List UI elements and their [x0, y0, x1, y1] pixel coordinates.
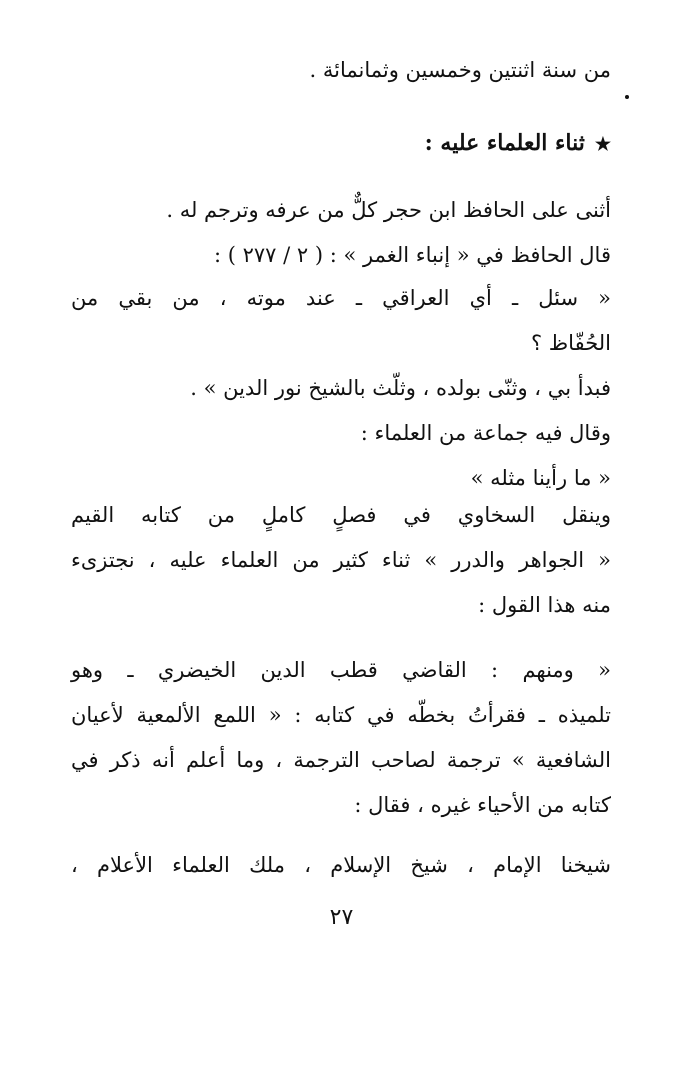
- section-heading: [71, 128, 611, 160]
- text-line-1: من سنة اثنتين وخمسين وثمانمائة .: [309, 58, 611, 82]
- text-line-6: الحُفّاظ ؟: [530, 331, 611, 355]
- star-icon: ★: [594, 134, 611, 155]
- section-heading-text: ثناء العلماء عليه :: [424, 130, 585, 156]
- text-line-13: « ومنهم : القاضي قطب الدين الخيضري ـ وهو: [71, 658, 611, 682]
- text-line-12: منه هذا القول :: [478, 593, 611, 617]
- text-line-4: قال الحافظ في « إنباء الغمر » : ( ٢ / ٢٧٧ ) :: [213, 243, 611, 267]
- stray-dot: [625, 95, 629, 99]
- text-line-5: « سئل ـ أي العراقي ـ عند موته ، من بقي من: [71, 286, 611, 310]
- text-line-7: فبدأ بي ، وثنّى بولده ، وثلّث بالشيخ نور الدين » .: [190, 376, 611, 400]
- page-number: ٢٧: [329, 905, 354, 930]
- text-line-8: وقال فيه جماعة من العلماء :: [360, 421, 611, 445]
- text-line-10: وينقل السخاوي في فصلٍ كاملٍ من كتابه القيم: [71, 503, 611, 527]
- text-line-9: « ما رأينا مثله »: [470, 466, 611, 490]
- text-line-3: أثنى على الحافظ ابن حجر كلٌّ من عرفه وترجم له .: [166, 198, 611, 222]
- text-line-16: كتابه من الأحياء غيره ، فقال :: [354, 793, 611, 817]
- text-line-14: تلميذه ـ فقرأتُ بخطّه في كتابه : « اللمع الألمعية لأعيان: [71, 703, 611, 727]
- text-line-15: الشافعية » ترجمة لصاحب الترجمة ، وما أعلم أنه ذكر في: [71, 748, 611, 772]
- text-line-17: شيخنا الإمام ، شيخ الإسلام ، ملك العلماء الأعلام ،: [71, 853, 611, 877]
- text-line-11: « الجواهر والدرر » ثناء كثير من العلماء عليه ، نجتزىء: [71, 548, 611, 572]
